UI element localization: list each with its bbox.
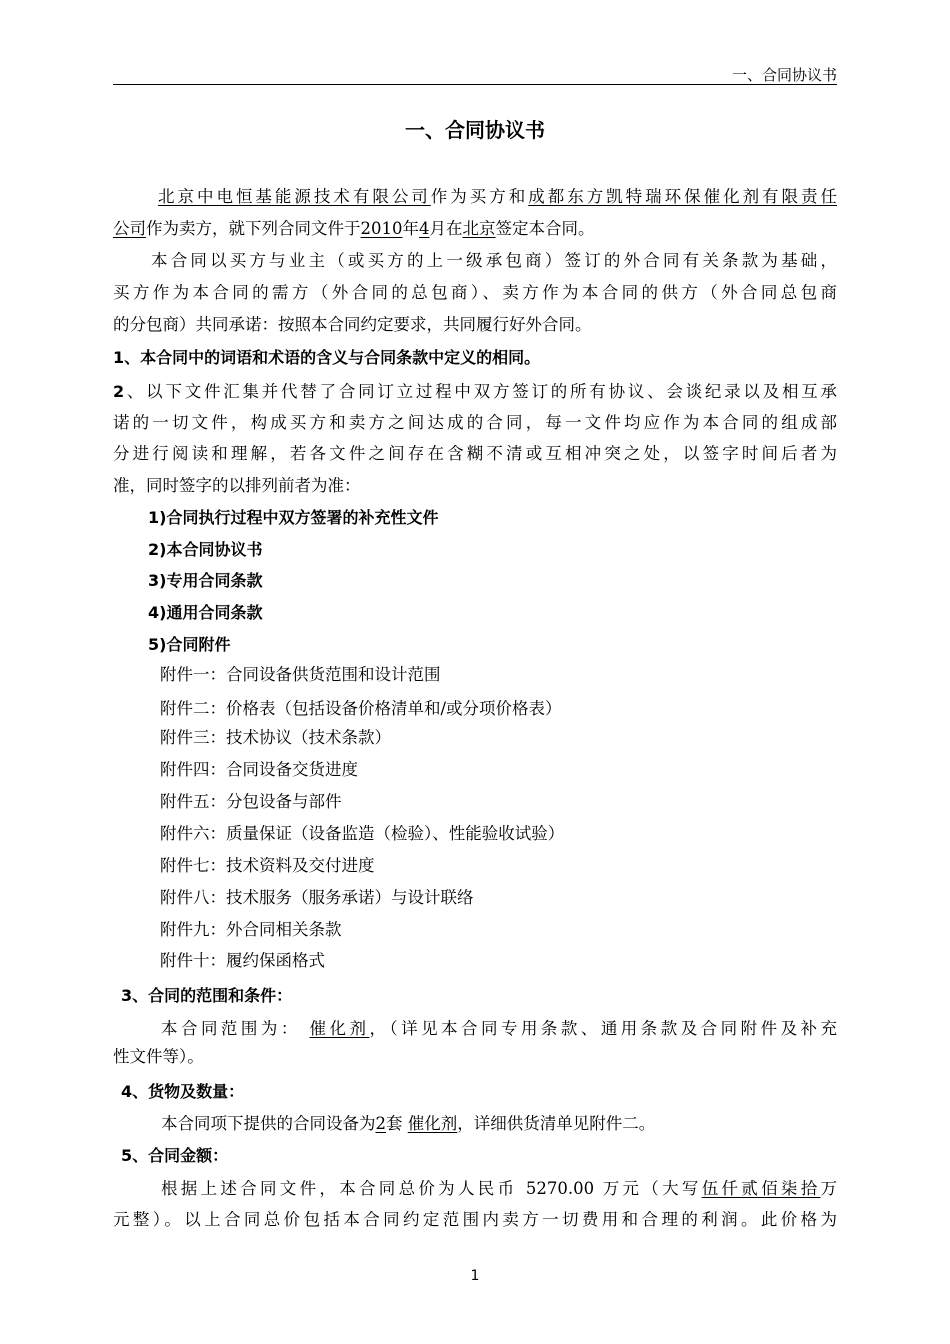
doc-list-item: 3)专用合同条款 xyxy=(148,571,263,590)
item2-line-4: 准，同时签字的以排列前者为准： xyxy=(113,476,361,495)
seller-name-part1: 成都东方凯特瑞环保催化剂有限责任 xyxy=(528,187,838,206)
annex-item: 附件一：合同设备供货范围和设计范围 xyxy=(160,665,441,684)
annex-item: 附件二：价格表（包括设备价格清单和/或分项价格表） xyxy=(160,699,562,718)
annex-item: 附件七：技术资料及交付进度 xyxy=(160,856,375,875)
item4-line-1: 本合同项下提供的合同设备为2套 催化剂，详细供货清单见附件二。 xyxy=(161,1114,656,1133)
annex-item: 附件五：分包设备与部件 xyxy=(160,792,342,811)
item2-line-3: 分进行阅读和理解，若各文件之间存在含糊不清或互相冲突之处，以签字时间后者为 xyxy=(113,444,837,463)
goods-name: 催化剂 xyxy=(407,1114,458,1133)
sign-month: 4 xyxy=(419,219,430,238)
doc-list-item: 1)合同执行过程中双方签署的补充性文件 xyxy=(148,508,439,527)
doc-list-item: 4)通用合同条款 xyxy=(148,603,263,622)
annex-item: 附件六：质量保证（设备监造（检验）、性能验收试验） xyxy=(160,824,565,843)
annex-item: 附件十：履约保函格式 xyxy=(160,951,325,970)
item2-line-1: 2、以下文件汇集并代替了合同订立过程中双方签订的所有协议、会谈纪录以及相互承 xyxy=(113,382,837,401)
annex-item: 附件八：技术服务（服务承诺）与设计联络 xyxy=(160,888,474,907)
item4-heading: 4、货物及数量： xyxy=(121,1082,245,1101)
item5-line-1: 根据上述合同文件，本合同总价为人民币 5270.00 万元（大写伍仟贰佰柒拾万 xyxy=(161,1179,837,1198)
seller-name-part2: 公司 xyxy=(113,219,146,238)
contract-scope: 催化剂 xyxy=(309,1019,370,1038)
page-number: 1 xyxy=(470,1268,480,1284)
buyer-name: 北京中电恒基能源技术有限公司 xyxy=(158,187,431,206)
item1-text: 1、本合同中的词语和术语的含义与合同条款中定义的相同。 xyxy=(113,348,541,367)
para2-line-2: 买方作为本合同的需方（外合同的总包商）、卖方作为本合同的供方（外合同总包商 xyxy=(113,283,837,302)
sign-place: 北京 xyxy=(462,219,496,238)
para2-line-3: 的分包商）共同承诺：按照本合同约定要求，共同履行好外合同。 xyxy=(113,315,592,334)
header-rule xyxy=(113,84,837,85)
item2-line-2: 诺的一切文件，构成买方和卖方之间达成的合同，每一文件均应作为本合同的组成部 xyxy=(113,413,837,432)
sign-year: 2010 xyxy=(360,219,403,238)
item5-heading: 5、合同金额： xyxy=(121,1146,229,1165)
annex-item: 附件九：外合同相关条款 xyxy=(160,920,342,939)
doc-list-item: 2)本合同协议书 xyxy=(148,540,263,559)
running-header: 一、合同协议书 xyxy=(731,66,837,84)
item2-number: 2 xyxy=(113,382,125,401)
item3-line-2: 性文件等）。 xyxy=(113,1047,204,1066)
item3-line-1: 本合同范围为： 催化剂，（详见本合同专用条款、通用条款及合同附件及补充 xyxy=(161,1019,838,1038)
document-title: 一、合同协议书 xyxy=(405,118,545,142)
para2-line-1: 本合同以买方与业主（或买方的上一级承包商）签订的外合同有关条款为基础， xyxy=(151,251,837,270)
item5-line-2: 元整）。以上合同总价包括本合同约定范围内卖方一切费用和合理的利润。此价格为 xyxy=(113,1210,837,1229)
intro-line-2: 公司作为卖方，就下列合同文件于2010年4月在北京签定本合同。 xyxy=(113,219,595,238)
annex-item: 附件四：合同设备交货进度 xyxy=(160,760,358,779)
goods-quantity: 2 xyxy=(375,1114,386,1133)
annex-item: 附件三：技术协议（技术条款） xyxy=(160,728,391,747)
intro-line-1: 北京中电恒基能源技术有限公司作为买方和成都东方凯特瑞环保催化剂有限责任 xyxy=(158,187,838,206)
item3-heading: 3、合同的范围和条件： xyxy=(121,986,293,1005)
doc-list-item: 5)合同附件 xyxy=(148,635,231,654)
amount-in-words: 伍仟贰佰柒拾 xyxy=(701,1179,821,1198)
